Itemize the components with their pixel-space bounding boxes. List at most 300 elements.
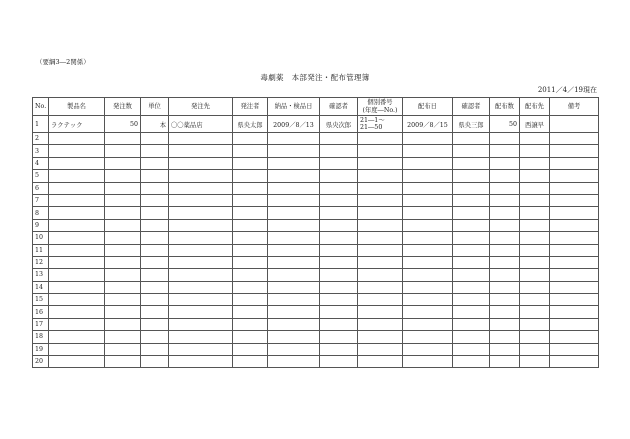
cell-delivery: [268, 356, 320, 368]
table-row: [33, 318, 599, 330]
cell-product: [49, 269, 105, 281]
col-delivery: 納品・検品日: [268, 98, 320, 116]
cell-dist-dest: [520, 294, 550, 306]
cell-serial: [358, 157, 403, 169]
cell-confirmer-1: [320, 294, 358, 306]
cell-dist-qty: [490, 269, 520, 281]
cell-remarks: [550, 182, 599, 194]
cell-confirmer-2: [453, 294, 490, 306]
cell-dist-qty: [490, 194, 520, 206]
cell-remarks: [550, 194, 599, 206]
cell-product: [49, 219, 105, 231]
cell-delivery: [268, 306, 320, 318]
cell-delivery: [268, 294, 320, 306]
cell-confirmer-2: [453, 232, 490, 244]
cell-dist-qty: [490, 331, 520, 343]
col-dist-qty: 配布数: [490, 98, 520, 116]
cell-dist-dest: [520, 306, 550, 318]
cell-remarks: [550, 145, 599, 157]
cell-product: [49, 281, 105, 293]
cell-qty: [105, 244, 141, 256]
cell-dist-date: [403, 343, 453, 355]
cell-orderer: [233, 256, 268, 268]
cell-dist-date: [403, 356, 453, 368]
table-row: [33, 207, 599, 219]
cell-orderer: [233, 356, 268, 368]
cell-no: 7: [33, 194, 49, 206]
cell-dist-qty: [490, 343, 520, 355]
cell-dist-qty: [490, 306, 520, 318]
cell-remarks: [550, 356, 599, 368]
cell-orderer: [233, 318, 268, 330]
cell-remarks: [550, 207, 599, 219]
col-dist-date: 配布日: [403, 98, 453, 116]
cell-dist-dest: [520, 269, 550, 281]
cell-dist-qty: [490, 170, 520, 182]
cell-dist-qty: [490, 294, 520, 306]
cell-confirmer-2: [453, 219, 490, 231]
cell-dist-dest: [520, 281, 550, 293]
cell-dist-dest: [520, 331, 550, 343]
cell-dist-qty: [490, 281, 520, 293]
cell-orderer: [233, 145, 268, 157]
cell-confirmer-2: [453, 182, 490, 194]
cell-orderer: [233, 281, 268, 293]
cell-orderer: [233, 306, 268, 318]
col-unit: 単位: [141, 98, 169, 116]
table-row: [33, 356, 599, 368]
cell-supplier: [169, 145, 233, 157]
cell-product: [49, 256, 105, 268]
cell-confirmer-2: [453, 145, 490, 157]
cell-serial: [358, 294, 403, 306]
cell-qty: [105, 306, 141, 318]
table-row: [33, 269, 599, 281]
cell-confirmer-2: 県央三郎: [453, 116, 490, 133]
cell-no: 6: [33, 182, 49, 194]
cell-product: [49, 294, 105, 306]
cell-no: 9: [33, 219, 49, 231]
cell-remarks: [550, 232, 599, 244]
cell-serial: [358, 182, 403, 194]
cell-dist-dest: [520, 256, 550, 268]
cell-no: 13: [33, 269, 49, 281]
cell-supplier: [169, 269, 233, 281]
cell-remarks: [550, 170, 599, 182]
cell-no: 2: [33, 133, 49, 145]
table-row: [33, 244, 599, 256]
cell-unit: [141, 157, 169, 169]
table-row: [33, 219, 599, 231]
cell-remarks: [550, 318, 599, 330]
cell-no: 20: [33, 356, 49, 368]
cell-orderer: [233, 269, 268, 281]
cell-confirmer-1: [320, 269, 358, 281]
cell-dist-date: [403, 294, 453, 306]
cell-delivery: 2009／8／13: [268, 116, 320, 133]
cell-dist-dest: [520, 170, 550, 182]
cell-supplier: [169, 219, 233, 231]
col-supplier: 発注先: [169, 98, 233, 116]
cell-qty: [105, 232, 141, 244]
table-row: [33, 170, 599, 182]
cell-supplier: 〇〇薬品店: [169, 116, 233, 133]
cell-delivery: [268, 157, 320, 169]
cell-dist-dest: 西譲早: [520, 116, 550, 133]
cell-dist-dest: [520, 318, 550, 330]
cell-serial: [358, 145, 403, 157]
cell-dist-date: [403, 306, 453, 318]
cell-unit: [141, 232, 169, 244]
cell-dist-date: [403, 256, 453, 268]
cell-supplier: [169, 182, 233, 194]
cell-dist-date: [403, 145, 453, 157]
cell-confirmer-1: [320, 256, 358, 268]
cell-delivery: [268, 145, 320, 157]
cell-confirmer-2: [453, 133, 490, 145]
cell-product: [49, 170, 105, 182]
cell-dist-dest: [520, 194, 550, 206]
cell-dist-qty: [490, 157, 520, 169]
cell-serial: [358, 256, 403, 268]
cell-dist-qty: [490, 244, 520, 256]
cell-supplier: [169, 294, 233, 306]
cell-confirmer-1: [320, 306, 358, 318]
cell-product: ラクテック: [49, 116, 105, 133]
table-row: [33, 145, 599, 157]
page-title: 毒劇薬 本部発注・配布管理簿: [260, 73, 370, 82]
cell-product: [49, 133, 105, 145]
header-row: [33, 98, 599, 116]
cell-no: 12: [33, 256, 49, 268]
cell-orderer: [233, 133, 268, 145]
cell-delivery: [268, 281, 320, 293]
cell-confirmer-2: [453, 343, 490, 355]
cell-confirmer-1: [320, 170, 358, 182]
cell-unit: [141, 256, 169, 268]
col-serial: [358, 98, 403, 116]
table-row: [33, 281, 599, 293]
cell-unit: [141, 182, 169, 194]
cell-no: 14: [33, 281, 49, 293]
cell-unit: [141, 170, 169, 182]
cell-product: [49, 306, 105, 318]
cell-no: 16: [33, 306, 49, 318]
cell-serial: [358, 219, 403, 231]
cell-dist-dest: [520, 145, 550, 157]
cell-dist-qty: [490, 145, 520, 157]
cell-dist-date: [403, 207, 453, 219]
cell-serial-line1: 21―1～: [360, 117, 385, 124]
cell-dist-qty: [490, 133, 520, 145]
cell-confirmer-1: [320, 182, 358, 194]
cell-unit: [141, 133, 169, 145]
cell-orderer: 県央太郎: [233, 116, 268, 133]
cell-dist-qty: [490, 318, 520, 330]
ledger-table: [32, 97, 599, 368]
cell-serial: [358, 318, 403, 330]
cell-no: 18: [33, 331, 49, 343]
cell-qty: [105, 157, 141, 169]
cell-serial: [358, 269, 403, 281]
table-row: [33, 331, 599, 343]
cell-confirmer-1: 県央次郎: [320, 116, 358, 133]
cell-product: [49, 356, 105, 368]
cell-supplier: [169, 244, 233, 256]
cell-delivery: [268, 133, 320, 145]
cell-product: [49, 145, 105, 157]
col-confirmer-2: 確認者: [453, 98, 490, 116]
cell-no: 8: [33, 207, 49, 219]
cell-dist-dest: [520, 232, 550, 244]
cell-orderer: [233, 157, 268, 169]
cell-no: 1: [33, 116, 49, 133]
cell-unit: [141, 194, 169, 206]
cell-confirmer-2: [453, 194, 490, 206]
cell-dist-date: [403, 133, 453, 145]
cell-delivery: [268, 219, 320, 231]
col-orderer: 発注者: [233, 98, 268, 116]
cell-unit: [141, 318, 169, 330]
cell-remarks: [550, 116, 599, 133]
cell-no: 5: [33, 170, 49, 182]
cell-dist-dest: [520, 182, 550, 194]
cell-qty: [105, 194, 141, 206]
cell-supplier: [169, 133, 233, 145]
cell-confirmer-1: [320, 219, 358, 231]
cell-delivery: [268, 318, 320, 330]
cell-remarks: [550, 281, 599, 293]
cell-orderer: [233, 232, 268, 244]
cell-orderer: [233, 182, 268, 194]
cell-qty: [105, 331, 141, 343]
cell-qty: [105, 269, 141, 281]
col-confirmer-1: 確認者: [320, 98, 358, 116]
cell-confirmer-1: [320, 244, 358, 256]
cell-confirmer-1: [320, 318, 358, 330]
cell-product: [49, 207, 105, 219]
cell-product: [49, 343, 105, 355]
cell-orderer: [233, 170, 268, 182]
table-row: [33, 157, 599, 169]
cell-remarks: [550, 157, 599, 169]
cell-dist-qty: [490, 232, 520, 244]
cell-confirmer-1: [320, 157, 358, 169]
cell-dist-qty: [490, 219, 520, 231]
cell-serial: [358, 343, 403, 355]
cell-serial: [358, 331, 403, 343]
cell-dist-qty: [490, 356, 520, 368]
table-row: [33, 294, 599, 306]
cell-orderer: [233, 219, 268, 231]
cell-confirmer-1: [320, 133, 358, 145]
cell-product: [49, 331, 105, 343]
cell-delivery: [268, 244, 320, 256]
cell-serial-line2: 21―50: [360, 124, 383, 131]
table-row: [33, 306, 599, 318]
cell-dist-date: [403, 331, 453, 343]
cell-qty: [105, 207, 141, 219]
cell-remarks: [550, 244, 599, 256]
cell-delivery: [268, 207, 320, 219]
table-row: [33, 232, 599, 244]
cell-delivery: [268, 331, 320, 343]
col-serial-line1: 個別番号: [367, 99, 393, 106]
cell-supplier: [169, 281, 233, 293]
cell-no: 4: [33, 157, 49, 169]
col-product: 製品名: [49, 98, 105, 116]
cell-dist-dest: [520, 133, 550, 145]
cell-serial: [358, 116, 403, 133]
cell-qty: [105, 145, 141, 157]
cell-qty: [105, 343, 141, 355]
cell-serial: [358, 356, 403, 368]
table-row: [33, 133, 599, 145]
cell-qty: [105, 294, 141, 306]
cell-dist-date: [403, 194, 453, 206]
cell-serial: [358, 281, 403, 293]
cell-orderer: [233, 343, 268, 355]
col-dist-dest: 配布先: [520, 98, 550, 116]
cell-product: [49, 157, 105, 169]
cell-serial: [358, 133, 403, 145]
cell-orderer: [233, 244, 268, 256]
cell-qty: [105, 182, 141, 194]
cell-unit: [141, 306, 169, 318]
cell-supplier: [169, 232, 233, 244]
cell-dist-qty: 50: [490, 116, 520, 133]
col-remarks: 備考: [550, 98, 599, 116]
cell-orderer: [233, 331, 268, 343]
cell-supplier: [169, 343, 233, 355]
cell-no: 17: [33, 318, 49, 330]
cell-confirmer-1: [320, 207, 358, 219]
cell-serial: [358, 244, 403, 256]
cell-product: [49, 232, 105, 244]
cell-unit: [141, 343, 169, 355]
cell-dist-date: [403, 219, 453, 231]
table-row: [33, 343, 599, 355]
cell-dist-date: [403, 157, 453, 169]
cell-supplier: [169, 194, 233, 206]
cell-qty: [105, 133, 141, 145]
cell-confirmer-2: [453, 207, 490, 219]
cell-dist-dest: [520, 356, 550, 368]
cell-confirmer-1: [320, 194, 358, 206]
cell-delivery: [268, 182, 320, 194]
cell-no: 19: [33, 343, 49, 355]
cell-serial: [358, 306, 403, 318]
col-serial-line2: (年度―No.): [362, 106, 398, 114]
cell-dist-date: [403, 232, 453, 244]
cell-dist-qty: [490, 256, 520, 268]
cell-supplier: [169, 170, 233, 182]
cell-product: [49, 318, 105, 330]
table-row: [33, 194, 599, 206]
cell-serial: [358, 194, 403, 206]
cell-supplier: [169, 306, 233, 318]
cell-dist-date: [403, 170, 453, 182]
cell-product: [49, 182, 105, 194]
cell-supplier: [169, 331, 233, 343]
col-no: No.: [33, 98, 49, 116]
cell-serial: [358, 232, 403, 244]
cell-no: 3: [33, 145, 49, 157]
cell-dist-qty: [490, 207, 520, 219]
cell-confirmer-2: [453, 256, 490, 268]
cell-delivery: [268, 232, 320, 244]
cell-confirmer-1: [320, 232, 358, 244]
cell-qty: [105, 281, 141, 293]
cell-qty: [105, 219, 141, 231]
cell-confirmer-1: [320, 281, 358, 293]
cell-supplier: [169, 207, 233, 219]
cell-dist-dest: [520, 157, 550, 169]
cell-dist-qty: [490, 182, 520, 194]
cell-confirmer-1: [320, 356, 358, 368]
cell-remarks: [550, 219, 599, 231]
cell-dist-date: [403, 269, 453, 281]
cell-delivery: [268, 194, 320, 206]
cell-dist-date: [403, 318, 453, 330]
cell-confirmer-2: [453, 244, 490, 256]
cell-orderer: [233, 294, 268, 306]
cell-unit: [141, 207, 169, 219]
cell-dist-date: 2009／8／15: [403, 116, 453, 133]
cell-qty: [105, 356, 141, 368]
cell-remarks: [550, 294, 599, 306]
cell-dist-dest: [520, 219, 550, 231]
cell-confirmer-2: [453, 157, 490, 169]
cell-no: 11: [33, 244, 49, 256]
cell-delivery: [268, 170, 320, 182]
cell-confirmer-1: [320, 145, 358, 157]
reference-note: （要綱3―2関係）: [36, 58, 90, 66]
cell-unit: [141, 269, 169, 281]
cell-confirmer-2: [453, 331, 490, 343]
table-row: [33, 256, 599, 268]
cell-confirmer-2: [453, 318, 490, 330]
cell-dist-dest: [520, 207, 550, 219]
cell-unit: 本: [141, 116, 169, 133]
cell-remarks: [550, 343, 599, 355]
cell-remarks: [550, 306, 599, 318]
cell-product: [49, 194, 105, 206]
cell-remarks: [550, 133, 599, 145]
cell-confirmer-2: [453, 269, 490, 281]
cell-confirmer-1: [320, 343, 358, 355]
cell-dist-dest: [520, 244, 550, 256]
cell-confirmer-2: [453, 356, 490, 368]
cell-orderer: [233, 207, 268, 219]
cell-supplier: [169, 256, 233, 268]
cell-unit: [141, 294, 169, 306]
cell-confirmer-2: [453, 306, 490, 318]
cell-delivery: [268, 256, 320, 268]
cell-unit: [141, 331, 169, 343]
cell-unit: [141, 219, 169, 231]
cell-delivery: [268, 269, 320, 281]
cell-dist-date: [403, 244, 453, 256]
table-row: [33, 116, 599, 133]
cell-supplier: [169, 318, 233, 330]
cell-confirmer-1: [320, 331, 358, 343]
cell-remarks: [550, 269, 599, 281]
cell-remarks: [550, 256, 599, 268]
cell-orderer: [233, 194, 268, 206]
cell-unit: [141, 356, 169, 368]
cell-product: [49, 244, 105, 256]
